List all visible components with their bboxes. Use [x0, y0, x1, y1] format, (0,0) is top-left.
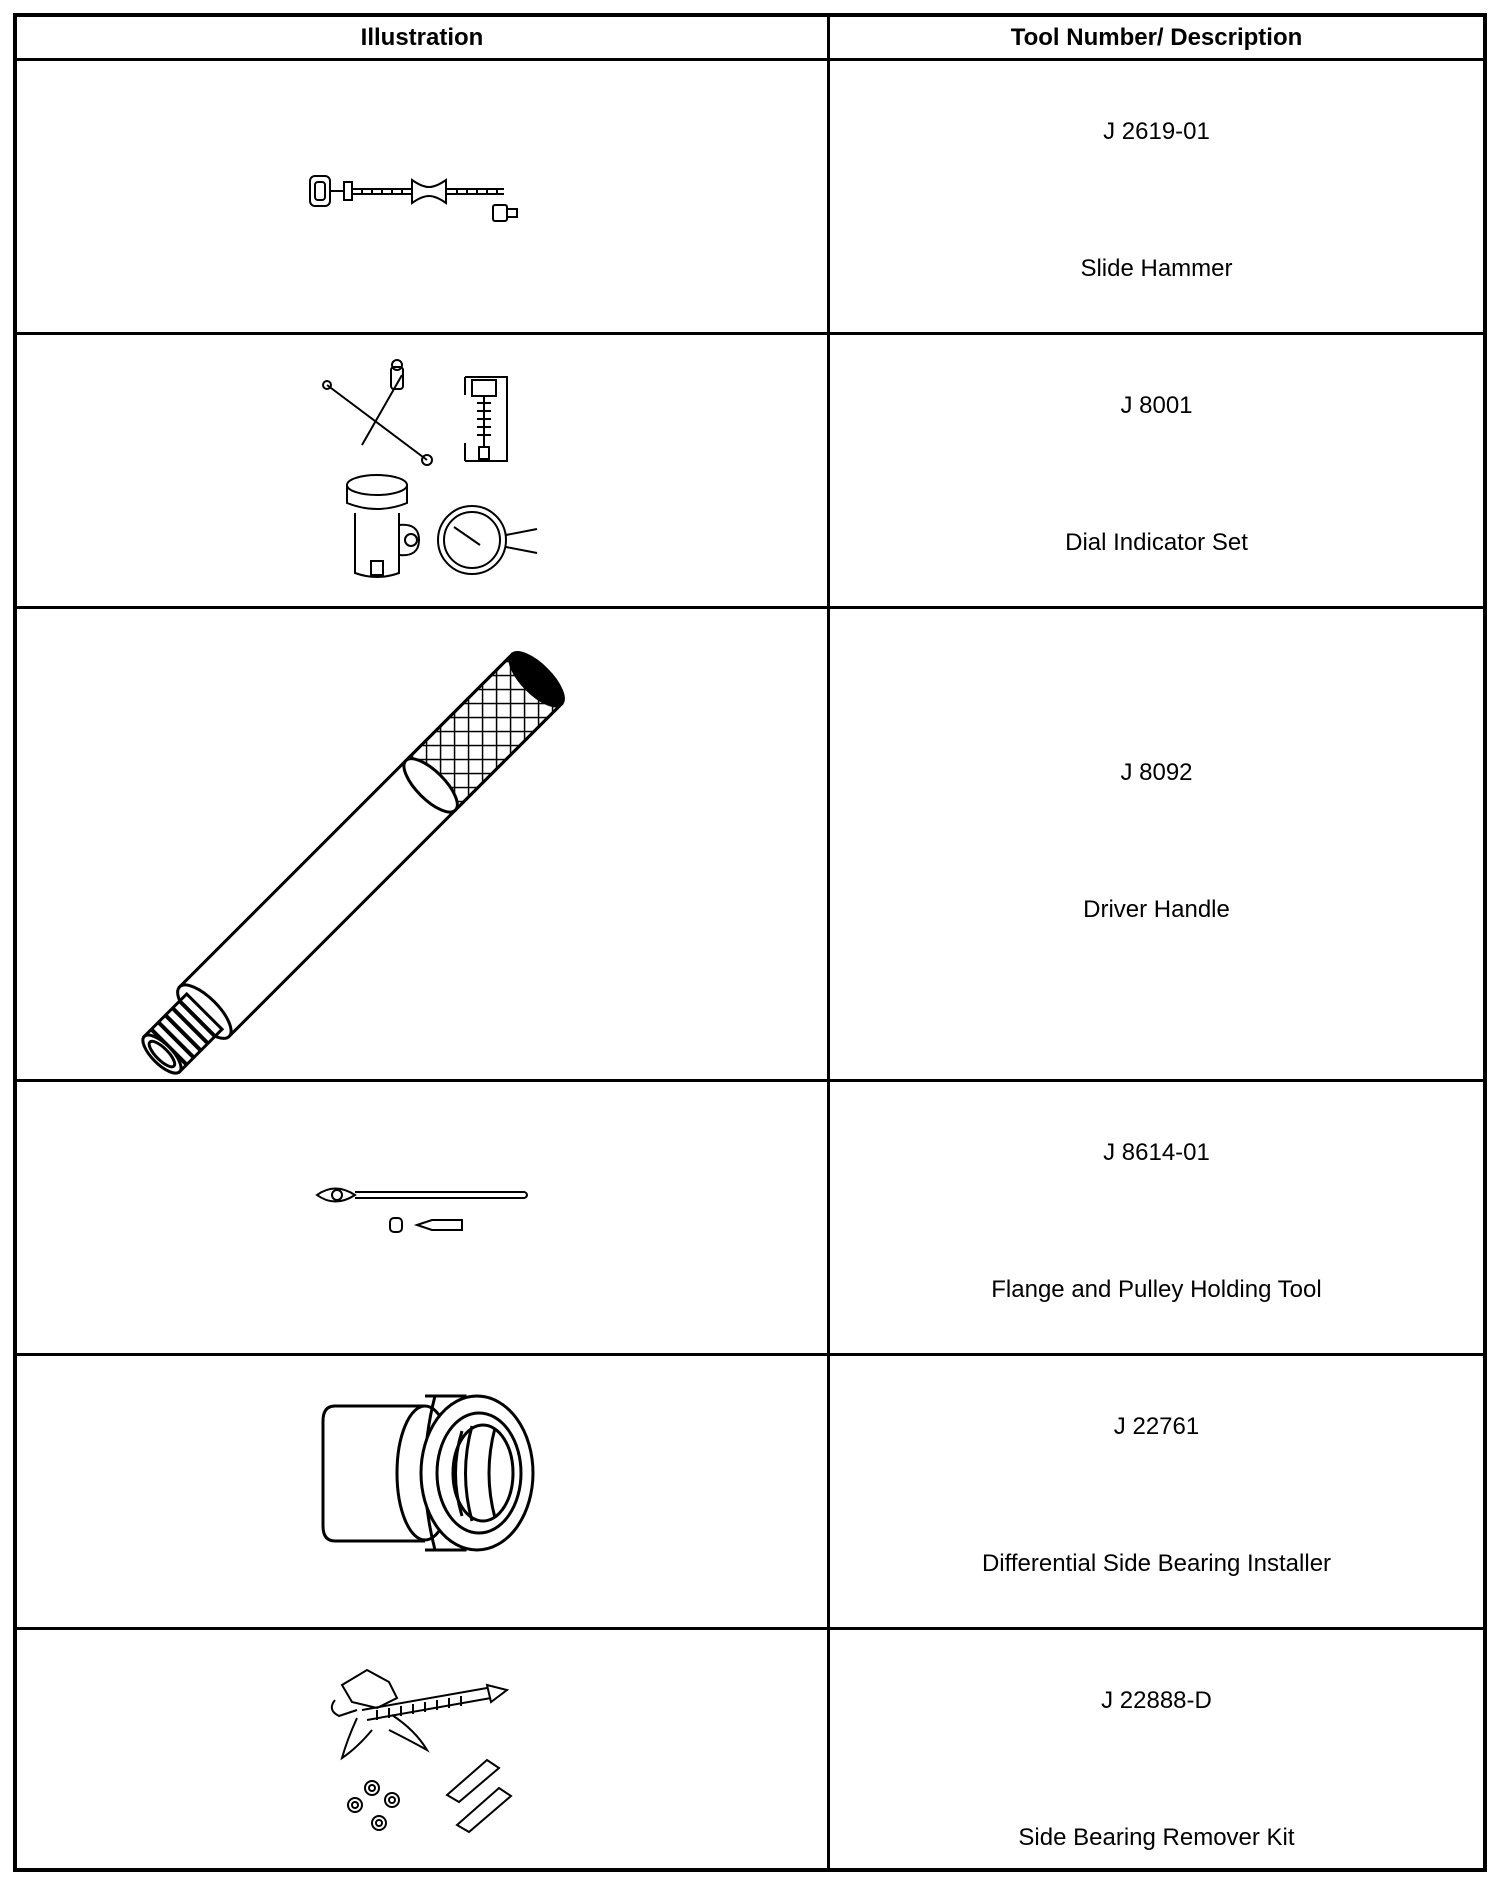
tool-number: J 8614-01 — [1103, 1139, 1210, 1166]
table-row — [17, 61, 1483, 335]
table-row — [17, 1356, 1483, 1630]
tool-name: Slide Hammer — [1080, 255, 1233, 282]
tool-name: Flange and Pulley Holding Tool — [991, 1276, 1322, 1303]
tools-table — [13, 13, 1487, 1872]
table-row — [17, 335, 1483, 609]
header-illustration: Illustration — [360, 23, 484, 51]
tool-name: Driver Handle — [1083, 896, 1230, 923]
tool-number: J 22888-D — [1101, 1687, 1212, 1714]
dial-indicator-set-icon — [17, 335, 827, 606]
tool-number: J 8001 — [1120, 392, 1193, 419]
table-row — [17, 609, 1483, 1082]
tool-number: J 2619-01 — [1103, 118, 1210, 145]
table-row — [17, 1630, 1483, 1872]
table-header — [17, 17, 1483, 61]
holding-tool-icon — [17, 1082, 827, 1353]
bearing-remover-kit-icon — [17, 1630, 827, 1872]
tool-number: J 22761 — [1113, 1413, 1200, 1440]
driver-handle-icon — [17, 609, 827, 1079]
header-tool-description: Tool Number/ Description — [1010, 23, 1303, 51]
table-row — [17, 1082, 1483, 1356]
tool-number: J 8092 — [1120, 759, 1193, 786]
tool-name: Side Bearing Remover Kit — [1018, 1824, 1295, 1851]
bearing-installer-icon — [17, 1356, 827, 1627]
tool-name: Differential Side Bearing Installer — [981, 1550, 1332, 1577]
tool-name: Dial Indicator Set — [1065, 529, 1248, 556]
slide-hammer-icon — [17, 61, 827, 332]
